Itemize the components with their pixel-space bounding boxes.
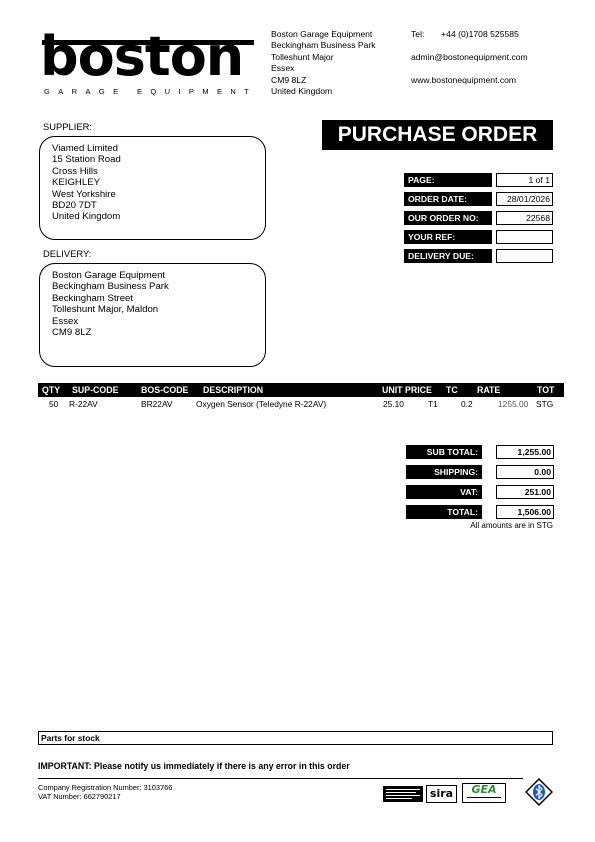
info-value: 28/01/2026	[496, 192, 553, 206]
gea-strapline-icon	[463, 796, 505, 801]
delivery-line: Beckingham Business Park	[52, 281, 169, 293]
cell-total: 1255.00	[498, 399, 529, 409]
company-reg-number: Company Registration Number: 3103766	[38, 783, 173, 792]
info-value	[496, 249, 553, 263]
company-address	[271, 29, 376, 97]
col-description: DESCRIPTION	[203, 385, 264, 395]
document-title: PURCHASE ORDER	[322, 120, 553, 150]
delivery-line: Boston Garage Equipment	[52, 270, 166, 281]
delivery-label: DELIVERY:	[43, 248, 92, 259]
tel-row	[411, 29, 528, 40]
delivery-box	[39, 263, 266, 367]
accreditation-logo	[383, 786, 423, 802]
col-unit-price: UNIT PRICE	[382, 385, 432, 395]
delivery-line: Beckingham Street	[52, 292, 134, 304]
col-sup-code: SUP-CODE	[72, 385, 119, 395]
address-line: United Kingdom	[271, 86, 333, 97]
important-label: IMPORTANT:	[38, 761, 92, 771]
cell-currency: STG	[536, 399, 554, 409]
table-header	[38, 383, 564, 397]
company-contact	[411, 29, 528, 86]
supplier-line: Viamed Limited	[52, 143, 118, 154]
tel-value: +44 (0)1708 525585	[441, 29, 519, 39]
subtotal-value: 1,255.00	[496, 445, 554, 459]
supplier-box	[39, 136, 266, 240]
supplier-line: United Kingdom	[52, 211, 121, 223]
supplier-line: Cross Hills	[52, 165, 98, 177]
address-line: Beckingham Business Park	[271, 40, 376, 51]
cell-unit-price: 25.10	[383, 399, 404, 409]
bluetooth-badge	[525, 778, 553, 806]
delivery-line: Essex	[52, 315, 79, 327]
footer-divider	[38, 778, 523, 779]
supplier-line: West Yorkshire	[52, 188, 116, 200]
shipping-label: SHIPPING:	[406, 465, 482, 479]
info-label: ORDER DATE:	[404, 192, 492, 206]
important-notice	[38, 761, 350, 771]
order-note: Parts for stock	[38, 731, 553, 745]
sira-logo: sira	[426, 785, 457, 803]
supplier-label: SUPPLIER:	[43, 121, 92, 132]
gea-logo	[462, 783, 506, 803]
info-label: PAGE:	[404, 173, 492, 187]
col-tot: TOT	[537, 385, 555, 395]
vat-value: 251.00	[496, 485, 554, 499]
tel-label: Tel:	[411, 29, 425, 39]
col-qty: QTY	[42, 385, 61, 395]
cell-bos-code: BR22AV	[141, 399, 173, 409]
accreditation-text-icon	[383, 786, 423, 802]
subtotal-label: SUB TOTAL:	[406, 445, 482, 459]
col-rate: RATE	[477, 385, 501, 395]
email-link[interactable]: admin@bostonequipment.com	[411, 51, 528, 62]
website-link[interactable]: www.bostonequipment.com	[411, 74, 517, 85]
vat-number: VAT Number: 662790217	[38, 792, 121, 801]
cell-qty: 50	[49, 399, 59, 409]
vat-label: VAT:	[406, 485, 482, 499]
cell-tc: T1	[428, 399, 438, 409]
bluetooth-icon	[525, 778, 553, 806]
delivery-line: CM9 8LZ	[52, 327, 92, 339]
important-text: Please notify us immediately if there is any error in this order	[94, 761, 350, 771]
total-label: TOTAL:	[406, 505, 482, 519]
address-line: Tolleshunt Major	[271, 51, 334, 62]
address-line: CM9 8LZ	[271, 74, 307, 85]
delivery-line: Tolleshunt Major, Maldon	[52, 304, 159, 316]
table-row	[38, 397, 564, 411]
gea-text: GEA	[471, 783, 497, 796]
info-value: 22568	[496, 211, 553, 225]
cell-sup-code: R-22AV	[69, 399, 98, 409]
cell-rate: 0.2	[461, 399, 473, 409]
total-value: 1,506.00	[496, 505, 554, 519]
col-bos-code: BOS-CODE	[141, 385, 189, 395]
supplier-line: 15 Station Road	[52, 154, 121, 166]
address-line: Essex	[271, 63, 295, 74]
supplier-line: KEIGHLEY	[52, 177, 100, 189]
company-logo: boston	[40, 25, 244, 88]
info-value	[496, 230, 553, 244]
supplier-line: BD20 7DT	[52, 200, 97, 212]
info-value: 1 of 1	[496, 173, 553, 187]
shipping-value: 0.00	[496, 465, 554, 479]
info-label: YOUR REF:	[404, 230, 492, 244]
col-tc: TC	[446, 385, 458, 395]
footer-registration	[38, 783, 172, 801]
cell-description: Oxygen Sensor (Teledyne R-22AV)	[196, 399, 327, 409]
address-line: Boston Garage Equipment	[271, 29, 373, 39]
info-label: OUR ORDER NO:	[404, 211, 492, 225]
currency-note: All amounts are in STG	[470, 521, 553, 530]
logo-subtitle: GARAGE EQUIPMENT	[44, 87, 258, 96]
info-label: DELIVERY DUE:	[404, 249, 492, 263]
